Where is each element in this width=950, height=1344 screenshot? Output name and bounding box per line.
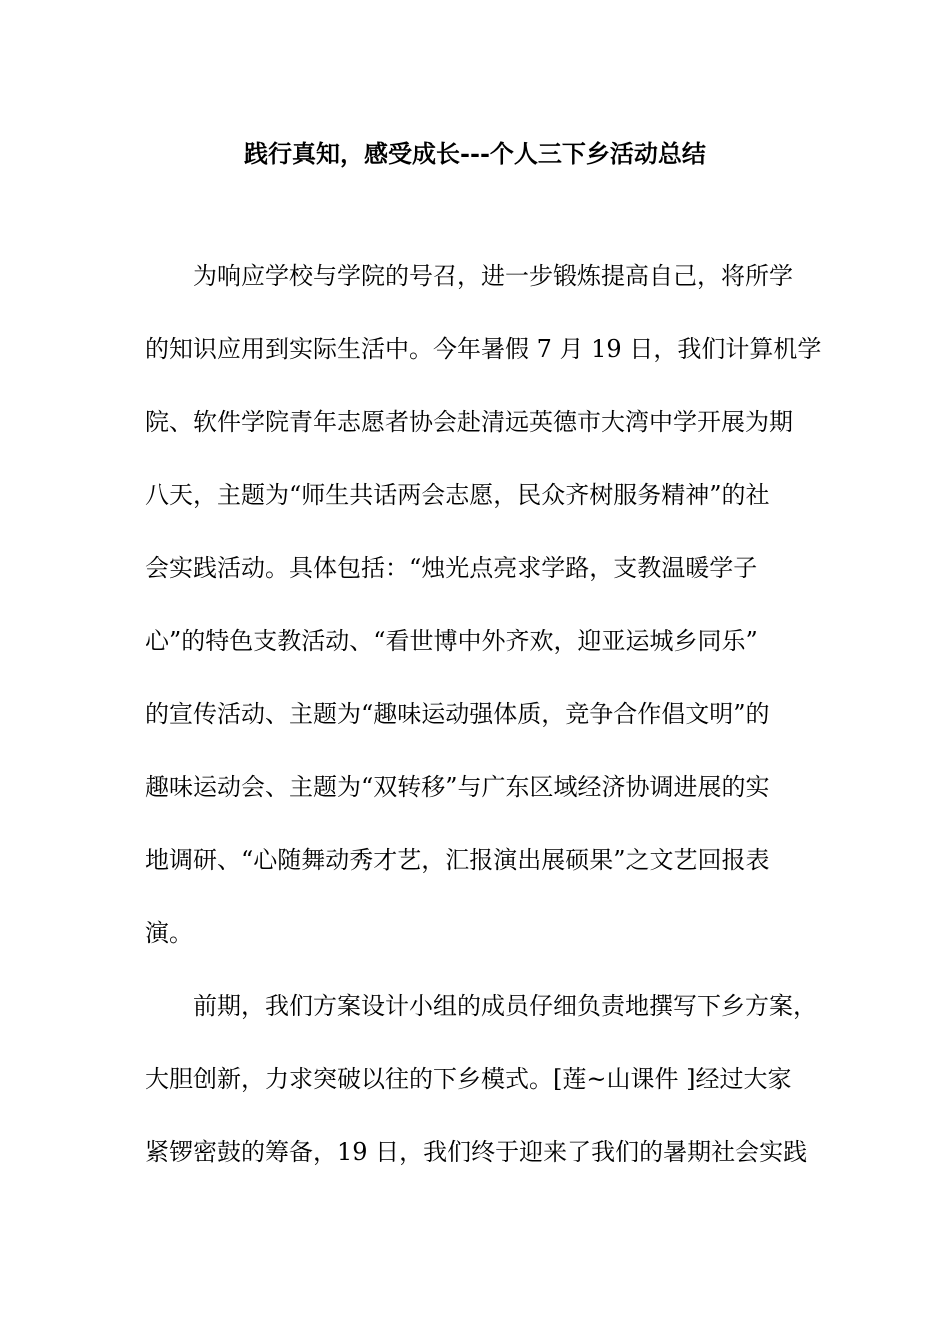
paragraph-line: 紧锣密鼓的筹备，19 日，我们终于迎来了我们的暑期社会实践 <box>145 1138 808 1166</box>
paragraph-line: 为响应学校与学院的号召，进一步锻炼提高自己，将所学 <box>193 262 793 290</box>
paragraph-line: 趣味运动会、主题为“双转移”与广东区域经济协调进展的实 <box>145 773 770 801</box>
paragraph-line: 大胆创新，力求突破以往的下乡模式。[莲~山课件 ]经过大家 <box>145 1065 792 1093</box>
paragraph-line: 地调研、“心随舞动秀才艺，汇报演出展硕果”之文艺回报表 <box>145 846 770 874</box>
document-title: 践行真知，感受成长---个人三下乡活动总结 <box>244 139 706 168</box>
paragraph-line: 心”的特色支教活动、“看世博中外齐欢，迎亚运城乡同乐” <box>145 627 758 655</box>
paragraph-line: 的知识应用到实际生活中。今年暑假 7 月 19 日，我们计算机学 <box>145 335 822 363</box>
paragraph-line: 院、软件学院青年志愿者协会赴清远英德市大湾中学开展为期 <box>145 408 793 436</box>
paragraph-line: 八天，主题为“师生共话两会志愿，民众齐树服务精神”的社 <box>145 481 770 509</box>
paragraph-line: 的宣传活动、主题为“趣味运动强体质，竞争合作倡文明”的 <box>145 700 770 728</box>
paragraph-1 <box>145 256 822 986</box>
paragraph-2 <box>145 986 815 1205</box>
paragraph-line: 会实践活动。具体包括：“烛光点亮求学路，支教温暖学子 <box>145 554 758 582</box>
paragraph-line: 演。 <box>145 919 193 947</box>
document-body <box>145 256 822 1205</box>
paragraph-line: 前期，我们方案设计小组的成员仔细负责地撰写下乡方案， <box>193 992 817 1020</box>
